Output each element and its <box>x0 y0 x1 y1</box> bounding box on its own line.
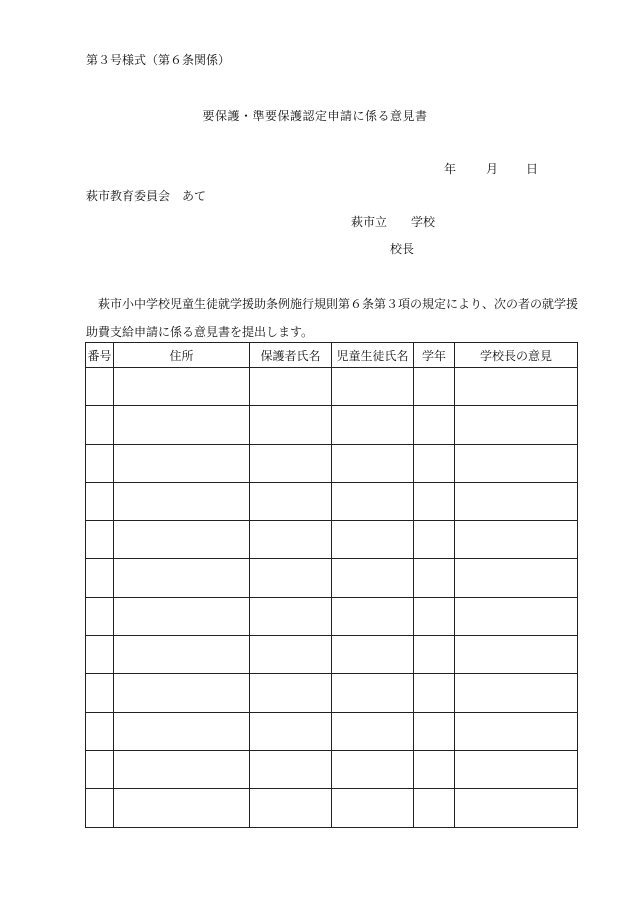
opinion-table <box>85 342 578 828</box>
cell-principal-opinion[interactable] <box>455 789 578 827</box>
table-header-row <box>86 343 578 368</box>
cell-address[interactable] <box>114 368 250 406</box>
table-row <box>86 712 578 750</box>
header-grade: 学年 <box>414 343 455 368</box>
cell-principal-opinion[interactable] <box>455 674 578 712</box>
cell-guardian-name[interactable] <box>250 750 332 788</box>
cell-guardian-name[interactable] <box>250 636 332 674</box>
date-day-label: 日 <box>526 162 539 176</box>
header-address: 住所 <box>114 343 250 368</box>
cell-number[interactable] <box>86 368 114 406</box>
cell-guardian-name[interactable] <box>250 482 332 520</box>
cell-guardian-name[interactable] <box>250 559 332 597</box>
header-student-name: 児童生徒氏名 <box>332 343 414 368</box>
cell-address[interactable] <box>114 482 250 520</box>
cell-student-name[interactable] <box>332 597 414 635</box>
header-guardian-name: 保護者氏名 <box>250 343 332 368</box>
cell-address[interactable] <box>114 712 250 750</box>
cell-address[interactable] <box>114 789 250 827</box>
cell-grade[interactable] <box>414 789 455 827</box>
table-body <box>86 368 578 828</box>
table-row <box>86 674 578 712</box>
cell-grade[interactable] <box>414 559 455 597</box>
cell-grade[interactable] <box>414 636 455 674</box>
cell-number[interactable] <box>86 521 114 559</box>
cell-address[interactable] <box>114 674 250 712</box>
date-month-label: 月 <box>486 162 499 176</box>
cell-student-name[interactable] <box>332 521 414 559</box>
cell-grade[interactable] <box>414 521 455 559</box>
cell-number[interactable] <box>86 559 114 597</box>
cell-guardian-name[interactable] <box>250 789 332 827</box>
cell-principal-opinion[interactable] <box>455 368 578 406</box>
cell-address[interactable] <box>114 597 250 635</box>
cell-number[interactable] <box>86 597 114 635</box>
table-row <box>86 559 578 597</box>
cell-grade[interactable] <box>414 406 455 444</box>
addressee: 萩市教育委員会 あて <box>86 189 207 203</box>
cell-grade[interactable] <box>414 750 455 788</box>
cell-principal-opinion[interactable] <box>455 559 578 597</box>
header-number: 番号 <box>86 343 114 368</box>
table-row <box>86 597 578 635</box>
cell-principal-opinion[interactable] <box>455 406 578 444</box>
cell-principal-opinion[interactable] <box>455 444 578 482</box>
cell-grade[interactable] <box>414 674 455 712</box>
table-row <box>86 750 578 788</box>
cell-grade[interactable] <box>414 444 455 482</box>
principal-label: 校長 <box>390 242 415 256</box>
cell-number[interactable] <box>86 750 114 788</box>
cell-number[interactable] <box>86 482 114 520</box>
cell-student-name[interactable] <box>332 712 414 750</box>
document-title: 要保護・準要保護認定申請に係る意見書 <box>202 109 428 123</box>
cell-number[interactable] <box>86 406 114 444</box>
cell-address[interactable] <box>114 636 250 674</box>
cell-address[interactable] <box>114 521 250 559</box>
cell-number[interactable] <box>86 444 114 482</box>
body-text: 萩市小中学校児童生徒就学援助条例施行規則第６条第３項の規定により、次の者の就学援助費支給申請に係る意見書を提出します。 <box>86 297 579 339</box>
cell-number[interactable] <box>86 712 114 750</box>
cell-guardian-name[interactable] <box>250 368 332 406</box>
table-row <box>86 406 578 444</box>
cell-address[interactable] <box>114 750 250 788</box>
cell-guardian-name[interactable] <box>250 712 332 750</box>
cell-address[interactable] <box>114 444 250 482</box>
school-prefix: 萩市立 <box>351 215 388 229</box>
cell-principal-opinion[interactable] <box>455 712 578 750</box>
cell-guardian-name[interactable] <box>250 521 332 559</box>
school-name-line <box>351 213 435 230</box>
cell-address[interactable] <box>114 406 250 444</box>
cell-principal-opinion[interactable] <box>455 482 578 520</box>
table-row <box>86 521 578 559</box>
cell-number[interactable] <box>86 789 114 827</box>
cell-student-name[interactable] <box>332 406 414 444</box>
cell-student-name[interactable] <box>332 559 414 597</box>
table-row <box>86 789 578 827</box>
cell-principal-opinion[interactable] <box>455 750 578 788</box>
cell-number[interactable] <box>86 674 114 712</box>
cell-number[interactable] <box>86 636 114 674</box>
cell-guardian-name[interactable] <box>250 406 332 444</box>
cell-address[interactable] <box>114 559 250 597</box>
cell-grade[interactable] <box>414 712 455 750</box>
cell-principal-opinion[interactable] <box>455 597 578 635</box>
table-row <box>86 368 578 406</box>
cell-student-name[interactable] <box>332 636 414 674</box>
school-suffix: 学校 <box>411 215 436 229</box>
cell-principal-opinion[interactable] <box>455 636 578 674</box>
cell-guardian-name[interactable] <box>250 674 332 712</box>
cell-grade[interactable] <box>414 482 455 520</box>
cell-student-name[interactable] <box>332 444 414 482</box>
table-row <box>86 482 578 520</box>
cell-student-name[interactable] <box>332 789 414 827</box>
cell-student-name[interactable] <box>332 368 414 406</box>
cell-grade[interactable] <box>414 597 455 635</box>
cell-student-name[interactable] <box>332 674 414 712</box>
cell-student-name[interactable] <box>332 750 414 788</box>
cell-grade[interactable] <box>414 368 455 406</box>
form-number: 第３号様式（第６条関係） <box>86 53 231 67</box>
cell-principal-opinion[interactable] <box>455 521 578 559</box>
table-row <box>86 636 578 674</box>
date-year-label: 年 <box>444 162 457 176</box>
cell-guardian-name[interactable] <box>250 444 332 482</box>
table-row <box>86 444 578 482</box>
cell-student-name[interactable] <box>332 482 414 520</box>
header-principal-opinion: 学校長の意見 <box>455 343 578 368</box>
cell-guardian-name[interactable] <box>250 597 332 635</box>
